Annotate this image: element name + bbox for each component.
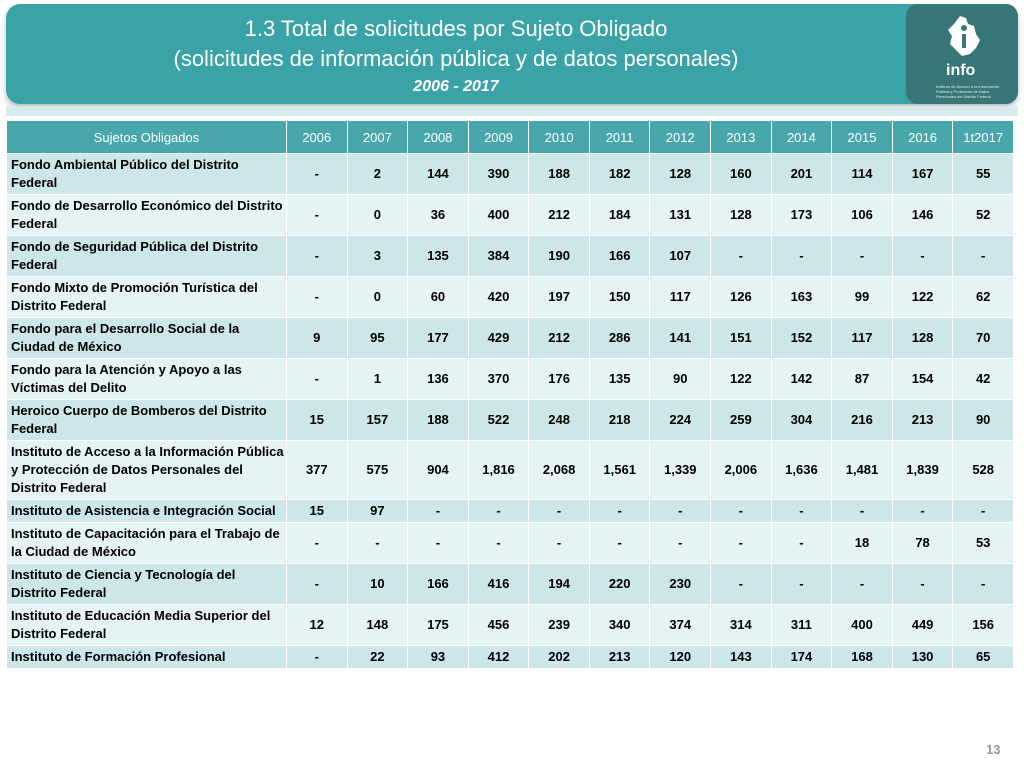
column-header-year: 2012: [650, 121, 711, 154]
value-cell: 174: [771, 646, 832, 669]
subject-name-cell: Instituto de Formación Profesional: [7, 646, 287, 669]
value-cell: 528: [953, 441, 1014, 500]
slide-title: 1.3 Total de solicitudes por Sujeto Obligado: [244, 16, 668, 41]
column-header-year: 2010: [529, 121, 590, 154]
value-cell: 117: [832, 318, 893, 359]
value-cell: -: [953, 500, 1014, 523]
value-cell: -: [832, 500, 893, 523]
value-cell: 0: [347, 277, 408, 318]
table-row: [7, 236, 1014, 277]
value-cell: 157: [347, 400, 408, 441]
value-cell: 1,636: [771, 441, 832, 500]
value-cell: 213: [589, 646, 650, 669]
value-cell: 120: [650, 646, 711, 669]
value-cell: -: [892, 564, 953, 605]
value-cell: -: [287, 277, 348, 318]
value-cell: -: [771, 500, 832, 523]
logo-caption: Instituto de Acceso a la Información Pública y Protección de Datos Personales del Distrito Federal: [936, 84, 1000, 99]
value-cell: 99: [832, 277, 893, 318]
value-cell: 176: [529, 359, 590, 400]
value-cell: 42: [953, 359, 1014, 400]
value-cell: 65: [953, 646, 1014, 669]
subject-name-cell: Instituto de Educación Media Superior del Distrito Federal: [7, 605, 287, 646]
subject-name-cell: Heroico Cuerpo de Bomberos del Distrito Federal: [7, 400, 287, 441]
column-header-year: 2008: [408, 121, 469, 154]
value-cell: 78: [892, 523, 953, 564]
value-cell: 390: [468, 154, 529, 195]
value-cell: 15: [287, 500, 348, 523]
value-cell: 456: [468, 605, 529, 646]
value-cell: 107: [650, 236, 711, 277]
value-cell: 374: [650, 605, 711, 646]
value-cell: 163: [771, 277, 832, 318]
table-row: [7, 400, 1014, 441]
value-cell: -: [711, 500, 772, 523]
value-cell: 286: [589, 318, 650, 359]
value-cell: 400: [832, 605, 893, 646]
value-cell: 3: [347, 236, 408, 277]
value-cell: 1,816: [468, 441, 529, 500]
value-cell: 117: [650, 277, 711, 318]
value-cell: 151: [711, 318, 772, 359]
value-cell: 154: [892, 359, 953, 400]
value-cell: -: [287, 359, 348, 400]
city-map-icon: [946, 14, 982, 58]
subject-name-cell: Fondo de Seguridad Pública del Distrito Federal: [7, 236, 287, 277]
column-header-year: 2013: [711, 121, 772, 154]
table-row: [7, 154, 1014, 195]
table-row: [7, 500, 1014, 523]
value-cell: 143: [711, 646, 772, 669]
value-cell: -: [771, 564, 832, 605]
value-cell: 416: [468, 564, 529, 605]
value-cell: -: [287, 236, 348, 277]
value-cell: -: [711, 564, 772, 605]
subject-name-cell: Instituto de Asistencia e Integración Social: [7, 500, 287, 523]
value-cell: -: [832, 236, 893, 277]
value-cell: 314: [711, 605, 772, 646]
value-cell: 212: [529, 318, 590, 359]
value-cell: 429: [468, 318, 529, 359]
infodf-logo: [906, 4, 1018, 104]
value-cell: 156: [953, 605, 1014, 646]
value-cell: 166: [589, 236, 650, 277]
value-cell: 412: [468, 646, 529, 669]
value-cell: 128: [650, 154, 711, 195]
value-cell: 224: [650, 400, 711, 441]
value-cell: 36: [408, 195, 469, 236]
value-cell: 201: [771, 154, 832, 195]
value-cell: 400: [468, 195, 529, 236]
value-cell: 173: [771, 195, 832, 236]
value-cell: 146: [892, 195, 953, 236]
value-cell: 184: [589, 195, 650, 236]
table-row: [7, 646, 1014, 669]
value-cell: 18: [832, 523, 893, 564]
value-cell: 259: [711, 400, 772, 441]
value-cell: 166: [408, 564, 469, 605]
value-cell: 1,839: [892, 441, 953, 500]
value-cell: 97: [347, 500, 408, 523]
value-cell: -: [771, 523, 832, 564]
table-row: [7, 605, 1014, 646]
value-cell: 177: [408, 318, 469, 359]
value-cell: 248: [529, 400, 590, 441]
value-cell: 70: [953, 318, 1014, 359]
value-cell: 160: [711, 154, 772, 195]
value-cell: -: [287, 564, 348, 605]
value-cell: -: [468, 523, 529, 564]
value-cell: 128: [892, 318, 953, 359]
value-cell: 188: [408, 400, 469, 441]
value-cell: -: [589, 523, 650, 564]
value-cell: 384: [468, 236, 529, 277]
value-cell: 2: [347, 154, 408, 195]
value-cell: -: [711, 236, 772, 277]
column-header-year: 2007: [347, 121, 408, 154]
value-cell: -: [408, 523, 469, 564]
value-cell: -: [953, 564, 1014, 605]
subject-name-cell: Instituto de Capacitación para el Trabajo de la Ciudad de México: [7, 523, 287, 564]
value-cell: 0: [347, 195, 408, 236]
subject-name-cell: Instituto de Acceso a la Información Pública y Protección de Datos Personales del Distrito Federal: [7, 441, 287, 500]
value-cell: 114: [832, 154, 893, 195]
value-cell: 449: [892, 605, 953, 646]
value-cell: 95: [347, 318, 408, 359]
value-cell: 1,339: [650, 441, 711, 500]
column-header-year: 2009: [468, 121, 529, 154]
value-cell: 22: [347, 646, 408, 669]
value-cell: 213: [892, 400, 953, 441]
value-cell: -: [953, 236, 1014, 277]
value-cell: 197: [529, 277, 590, 318]
value-cell: 1: [347, 359, 408, 400]
value-cell: -: [650, 500, 711, 523]
subject-name-cell: Fondo para la Atención y Apoyo a las Víctimas del Delito: [7, 359, 287, 400]
value-cell: -: [589, 500, 650, 523]
value-cell: 304: [771, 400, 832, 441]
value-cell: 90: [953, 400, 1014, 441]
value-cell: 182: [589, 154, 650, 195]
value-cell: -: [408, 500, 469, 523]
value-cell: 340: [589, 605, 650, 646]
value-cell: 220: [589, 564, 650, 605]
solicitudes-table: [6, 120, 1014, 669]
table-row: [7, 564, 1014, 605]
value-cell: 190: [529, 236, 590, 277]
value-cell: 150: [589, 277, 650, 318]
value-cell: -: [832, 564, 893, 605]
value-cell: 152: [771, 318, 832, 359]
value-cell: 239: [529, 605, 590, 646]
value-cell: -: [892, 236, 953, 277]
header-divider: [6, 106, 1018, 116]
value-cell: 53: [953, 523, 1014, 564]
column-header-year: 2015: [832, 121, 893, 154]
value-cell: 1,561: [589, 441, 650, 500]
value-cell: 90: [650, 359, 711, 400]
value-cell: 188: [529, 154, 590, 195]
value-cell: 420: [468, 277, 529, 318]
value-cell: 10: [347, 564, 408, 605]
value-cell: 135: [589, 359, 650, 400]
table-row: [7, 195, 1014, 236]
value-cell: 55: [953, 154, 1014, 195]
value-cell: 15: [287, 400, 348, 441]
value-cell: 216: [832, 400, 893, 441]
value-cell: 370: [468, 359, 529, 400]
value-cell: 168: [832, 646, 893, 669]
value-cell: 1,481: [832, 441, 893, 500]
subject-name-cell: Instituto de Ciencia y Tecnología del Distrito Federal: [7, 564, 287, 605]
value-cell: 904: [408, 441, 469, 500]
value-cell: -: [771, 236, 832, 277]
table-row: [7, 523, 1014, 564]
value-cell: 126: [711, 277, 772, 318]
value-cell: 311: [771, 605, 832, 646]
column-header-subject: Sujetos Obligados: [7, 121, 287, 154]
value-cell: -: [287, 195, 348, 236]
value-cell: 128: [711, 195, 772, 236]
value-cell: 136: [408, 359, 469, 400]
slide-header: [6, 4, 1018, 104]
subject-name-cell: Fondo de Desarrollo Económico del Distrito Federal: [7, 195, 287, 236]
value-cell: 2,068: [529, 441, 590, 500]
value-cell: 106: [832, 195, 893, 236]
value-cell: -: [650, 523, 711, 564]
value-cell: 2,006: [711, 441, 772, 500]
value-cell: 148: [347, 605, 408, 646]
value-cell: -: [892, 500, 953, 523]
page-number: 13: [986, 742, 1001, 757]
value-cell: 135: [408, 236, 469, 277]
table-row: [7, 277, 1014, 318]
value-cell: 62: [953, 277, 1014, 318]
logo-text: info: [946, 62, 976, 79]
value-cell: 144: [408, 154, 469, 195]
table-header-row: [7, 121, 1014, 154]
column-header-year: 2011: [589, 121, 650, 154]
value-cell: -: [711, 523, 772, 564]
table-row: [7, 318, 1014, 359]
value-cell: -: [529, 500, 590, 523]
value-cell: 9: [287, 318, 348, 359]
value-cell: 142: [771, 359, 832, 400]
value-cell: 377: [287, 441, 348, 500]
value-cell: -: [529, 523, 590, 564]
table-row: [7, 359, 1014, 400]
value-cell: 194: [529, 564, 590, 605]
value-cell: 575: [347, 441, 408, 500]
slide-subtitle: (solicitudes de información pública y de datos personales): [173, 46, 739, 71]
value-cell: 522: [468, 400, 529, 441]
column-header-year: 2006: [287, 121, 348, 154]
subject-name-cell: Fondo Ambiental Público del Distrito Federal: [7, 154, 287, 195]
value-cell: 87: [832, 359, 893, 400]
column-header-year: 1t2017: [953, 121, 1014, 154]
value-cell: -: [287, 154, 348, 195]
slide-period: 2006 - 2017: [413, 78, 499, 95]
value-cell: 141: [650, 318, 711, 359]
subject-name-cell: Fondo Mixto de Promoción Turística del Distrito Federal: [7, 277, 287, 318]
column-header-year: 2016: [892, 121, 953, 154]
value-cell: 122: [892, 277, 953, 318]
value-cell: 12: [287, 605, 348, 646]
table-row: [7, 441, 1014, 500]
value-cell: 175: [408, 605, 469, 646]
subject-name-cell: Fondo para el Desarrollo Social de la Ciudad de México: [7, 318, 287, 359]
value-cell: -: [287, 523, 348, 564]
column-header-year: 2014: [771, 121, 832, 154]
value-cell: -: [468, 500, 529, 523]
value-cell: 167: [892, 154, 953, 195]
value-cell: 212: [529, 195, 590, 236]
value-cell: 122: [711, 359, 772, 400]
value-cell: 52: [953, 195, 1014, 236]
value-cell: 131: [650, 195, 711, 236]
value-cell: 130: [892, 646, 953, 669]
value-cell: -: [287, 646, 348, 669]
value-cell: 202: [529, 646, 590, 669]
value-cell: 93: [408, 646, 469, 669]
value-cell: 60: [408, 277, 469, 318]
value-cell: 230: [650, 564, 711, 605]
value-cell: -: [347, 523, 408, 564]
value-cell: 218: [589, 400, 650, 441]
